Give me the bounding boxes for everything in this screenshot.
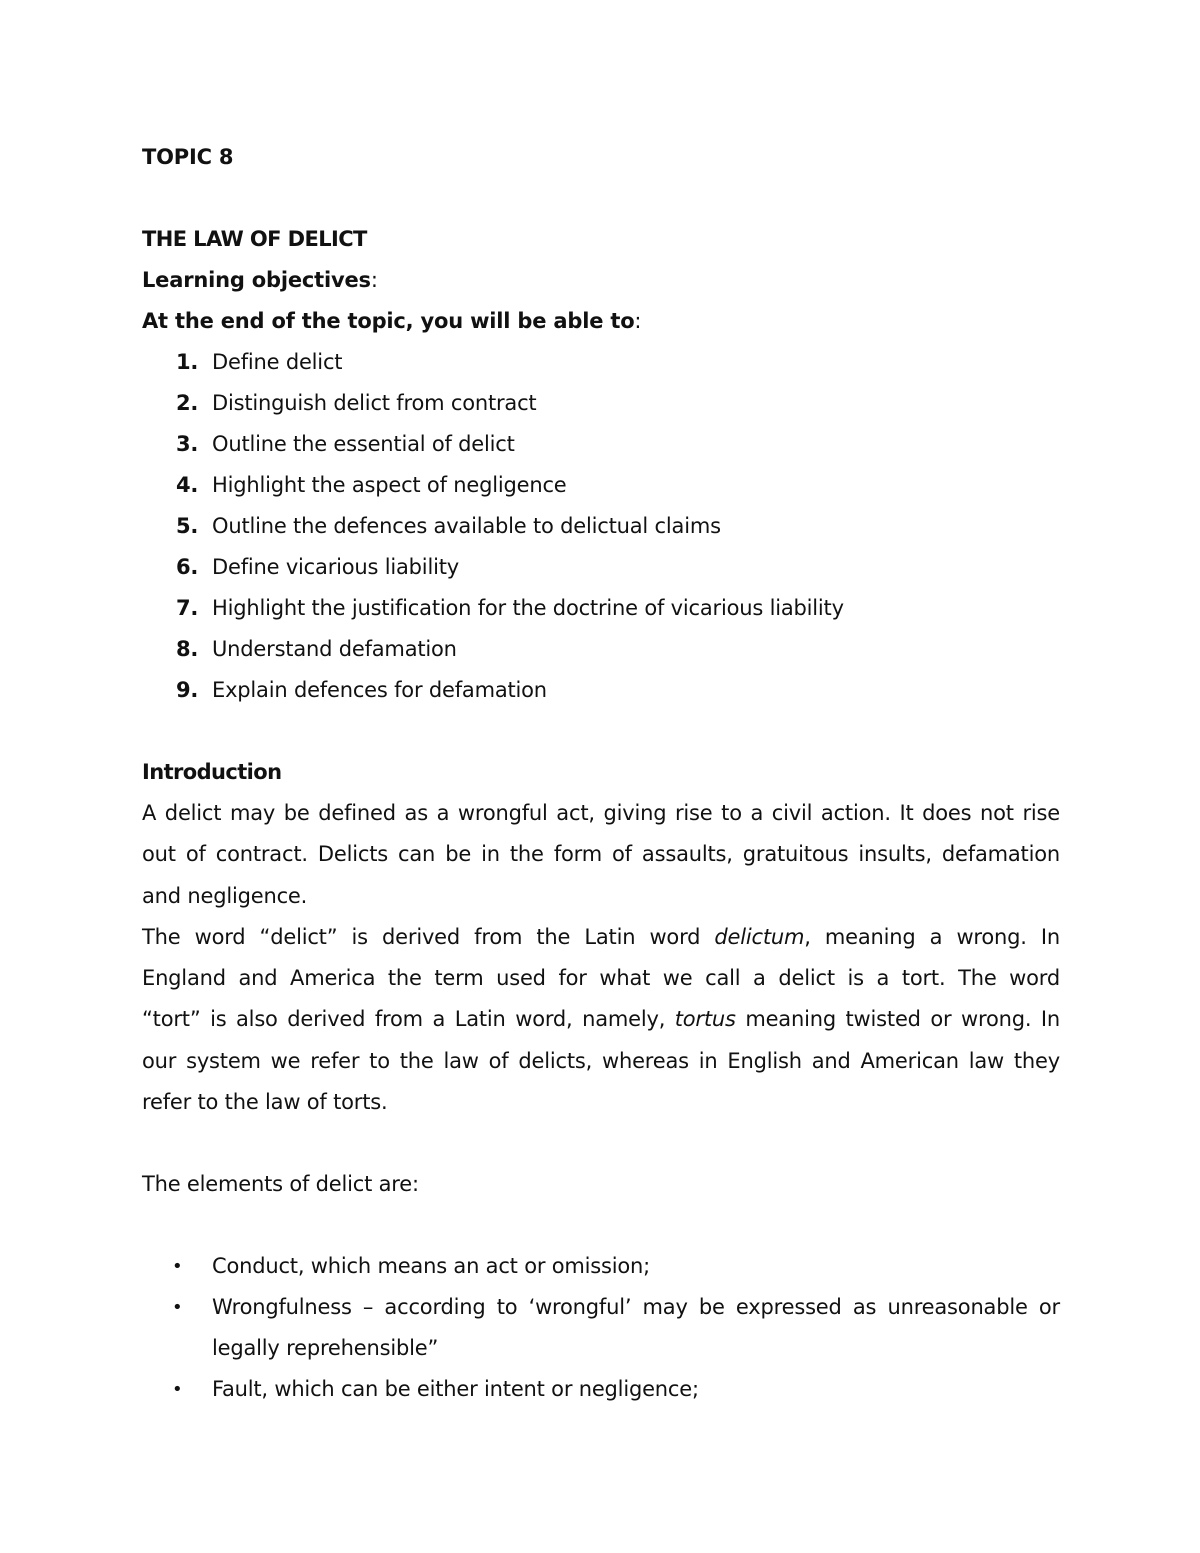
latin-term-tortus: tortus xyxy=(674,1007,736,1032)
objectives-heading xyxy=(142,263,1060,304)
list-item-text: Explain defences for defamation xyxy=(212,678,547,702)
document-title: THE LAW OF DELICT xyxy=(142,227,367,251)
list-number: 2. xyxy=(176,391,199,415)
paragraph-text: “tort” is also derived from a Latin word, namely, xyxy=(142,1007,675,1032)
bullet-icon: • xyxy=(172,1379,183,1401)
list-item xyxy=(142,509,1060,550)
latin-term-delictum: delictum xyxy=(714,924,805,949)
list-number: 7. xyxy=(176,596,199,620)
spacer xyxy=(142,1126,1060,1167)
list-item-text: Distinguish delict from contract xyxy=(212,391,537,415)
elements-intro: The elements of delict are: xyxy=(142,1172,419,1197)
list-item xyxy=(142,345,1060,386)
introduction-heading: Introduction xyxy=(142,760,282,784)
list-item-text: legally reprehensible” xyxy=(212,1336,439,1361)
document-page xyxy=(142,140,1060,1413)
list-item xyxy=(142,386,1060,427)
paragraph-text: , meaning a wrong. In xyxy=(804,924,1060,949)
list-item xyxy=(142,1249,1060,1290)
list-item xyxy=(142,632,1060,673)
list-item-text: Outline the essential of delict xyxy=(212,432,515,456)
bullet-icon: • xyxy=(172,1256,183,1278)
list-item xyxy=(142,550,1060,591)
list-item xyxy=(142,591,1060,632)
objectives-intro-text: At the end of the topic, you will be able to xyxy=(142,309,635,333)
list-item-text: Highlight the justification for the doctrine of vicarious liability xyxy=(212,596,844,620)
list-number: 6. xyxy=(176,555,199,579)
list-item-text: Wrongfulness – according to ‘wrongful’ may be expressed as unreasonable or xyxy=(212,1295,1060,1320)
paragraph-line: refer to the law of torts. xyxy=(142,1090,388,1115)
objectives-intro-colon: : xyxy=(634,309,642,333)
list-item xyxy=(142,427,1060,468)
list-number: 9. xyxy=(176,678,199,702)
objectives-heading-colon: : xyxy=(370,268,378,292)
spacer xyxy=(142,181,1060,222)
paragraph-line xyxy=(142,1002,1060,1043)
list-item-text: Outline the defences available to delictual claims xyxy=(212,514,721,538)
intro-paragraph-1 xyxy=(142,796,1060,920)
list-item-text: Highlight the aspect of negligence xyxy=(212,473,567,497)
intro-paragraph-2 xyxy=(142,920,1060,1126)
paragraph-line: our system we refer to the law of delicts, whereas in English and American law they xyxy=(142,1048,1060,1073)
paragraph-line: out of contract. Delicts can be in the form of assaults, gratuitous insults, defamation xyxy=(142,842,1060,867)
paragraph-line: England and America the term used for what we call a delict is a tort. The word xyxy=(142,966,1060,991)
list-item xyxy=(142,468,1060,509)
list-number: 4. xyxy=(176,473,199,497)
list-item-text: Define delict xyxy=(212,350,343,374)
objectives-intro xyxy=(142,304,1060,345)
list-item xyxy=(142,1372,1060,1413)
list-number: 3. xyxy=(176,432,199,456)
list-number: 8. xyxy=(176,637,199,661)
list-item-text: Conduct, which means an act or omission; xyxy=(212,1254,651,1279)
list-number: 1. xyxy=(176,350,199,374)
objectives-list xyxy=(142,345,1060,714)
bullet-icon: • xyxy=(172,1297,183,1319)
list-number: 5. xyxy=(176,514,199,538)
list-item-text: Fault, which can be either intent or negligence; xyxy=(212,1377,699,1402)
list-item xyxy=(142,1290,1060,1372)
list-item xyxy=(142,673,1060,714)
paragraph-text: The word “delict” is derived from the Latin word xyxy=(142,924,715,949)
paragraph-text: meaning twisted or wrong. In xyxy=(735,1007,1060,1032)
paragraph-line: and negligence. xyxy=(142,883,308,908)
list-item-text: Understand defamation xyxy=(212,637,457,661)
spacer xyxy=(142,714,1060,755)
paragraph-line: A delict may be defined as a wrongful act, giving rise to a civil action. It does not rise xyxy=(142,801,1060,825)
elements-list xyxy=(142,1249,1060,1413)
spacer xyxy=(142,1208,1060,1249)
topic-label: TOPIC 8 xyxy=(142,145,234,169)
paragraph-line xyxy=(142,920,1060,961)
objectives-heading-text: Learning objectives xyxy=(142,268,371,292)
list-item-text: Define vicarious liability xyxy=(212,555,459,579)
